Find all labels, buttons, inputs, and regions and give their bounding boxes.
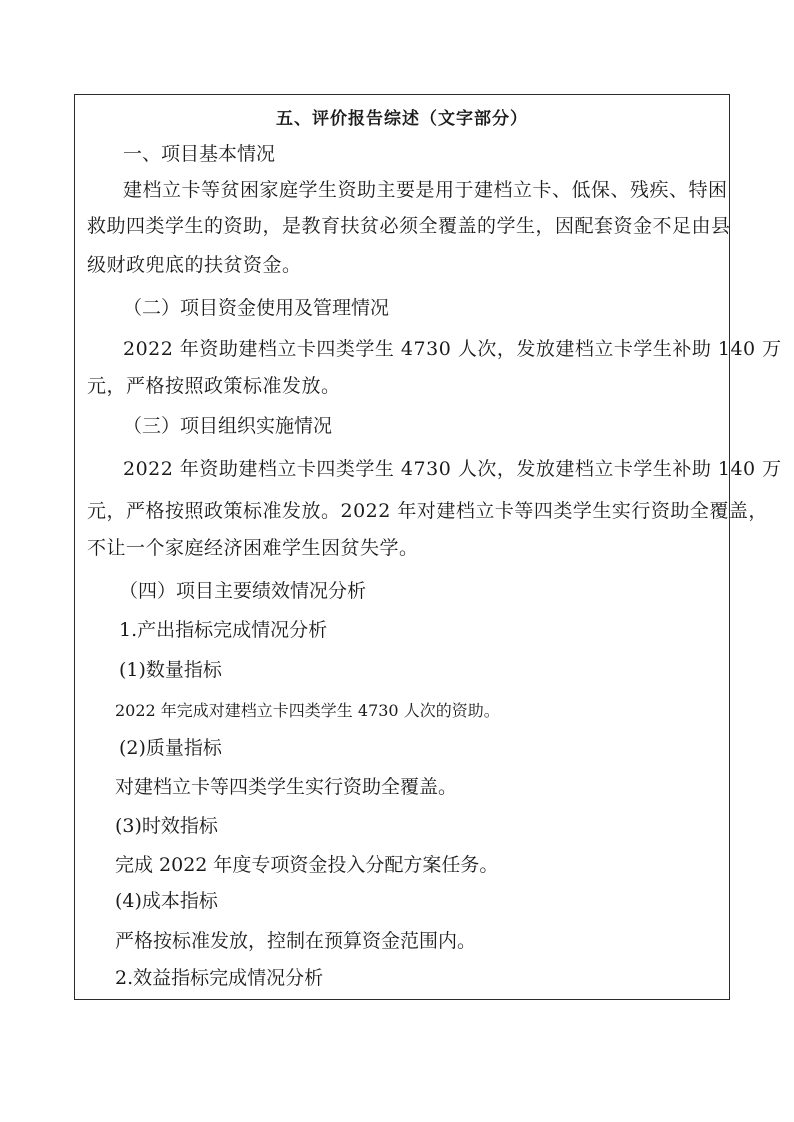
heading-implementation: （三）项目组织实施情况 (123, 415, 333, 437)
paragraph-line: 救助四类学生的资助，是教育扶贫必须全覆盖的学生，因配套资金不足由县 (87, 215, 731, 237)
indicator-title: (1)数量指标 (119, 659, 222, 681)
heading-performance: （四）项目主要绩效情况分析 (119, 580, 367, 602)
report-frame (74, 94, 782, 1000)
paragraph-line: 建档立卡等贫困家庭学生资助主要是用于建档立卡、低保、残疾、特困 (123, 179, 728, 201)
indicator-title: (3)时效指标 (115, 815, 218, 837)
indicator-text: 2022 年完成对建档立卡四类学生 4730 人次的资助。 (115, 701, 500, 720)
paragraph-line: 2022 年资助建档立卡四类学生 4730 人次，发放建档立卡学生补助 140 万 (123, 458, 782, 480)
paragraph-line: 2022 年资助建档立卡四类学生 4730 人次，发放建档立卡学生补助 140 万 (123, 338, 782, 360)
section-title: 五、评价报告综述（文字部分） (276, 109, 528, 129)
indicator-title: (4)成本指标 (115, 890, 218, 912)
paragraph-line: 不让一个家庭经济困难学生因贫失学。 (87, 537, 419, 559)
heading-fund-usage: （二）项目资金使用及管理情况 (123, 297, 390, 319)
paragraph-line: 元，严格按照政策标准发放。 (87, 375, 341, 397)
sub-heading-benefit: 2.效益指标完成情况分析 (115, 967, 324, 989)
paragraph-line: 级财政兜底的扶贫资金。 (87, 254, 302, 276)
heading-basic-info: 一、项目基本情况 (123, 143, 276, 165)
indicator-text: 严格按标准发放，控制在预算资金范围内。 (115, 930, 477, 952)
indicator-text: 对建档立卡等四类学生实行资助全覆盖。 (115, 776, 458, 798)
paragraph-line: 元，严格按照政策标准发放。2022 年对建档立卡等四类学生实行资助全覆盖， (87, 500, 768, 522)
indicator-title: (2)质量指标 (119, 737, 222, 759)
sub-heading-output: 1.产出指标完成情况分析 (119, 619, 328, 641)
indicator-text: 完成 2022 年度专项资金投入分配方案任务。 (115, 854, 499, 876)
